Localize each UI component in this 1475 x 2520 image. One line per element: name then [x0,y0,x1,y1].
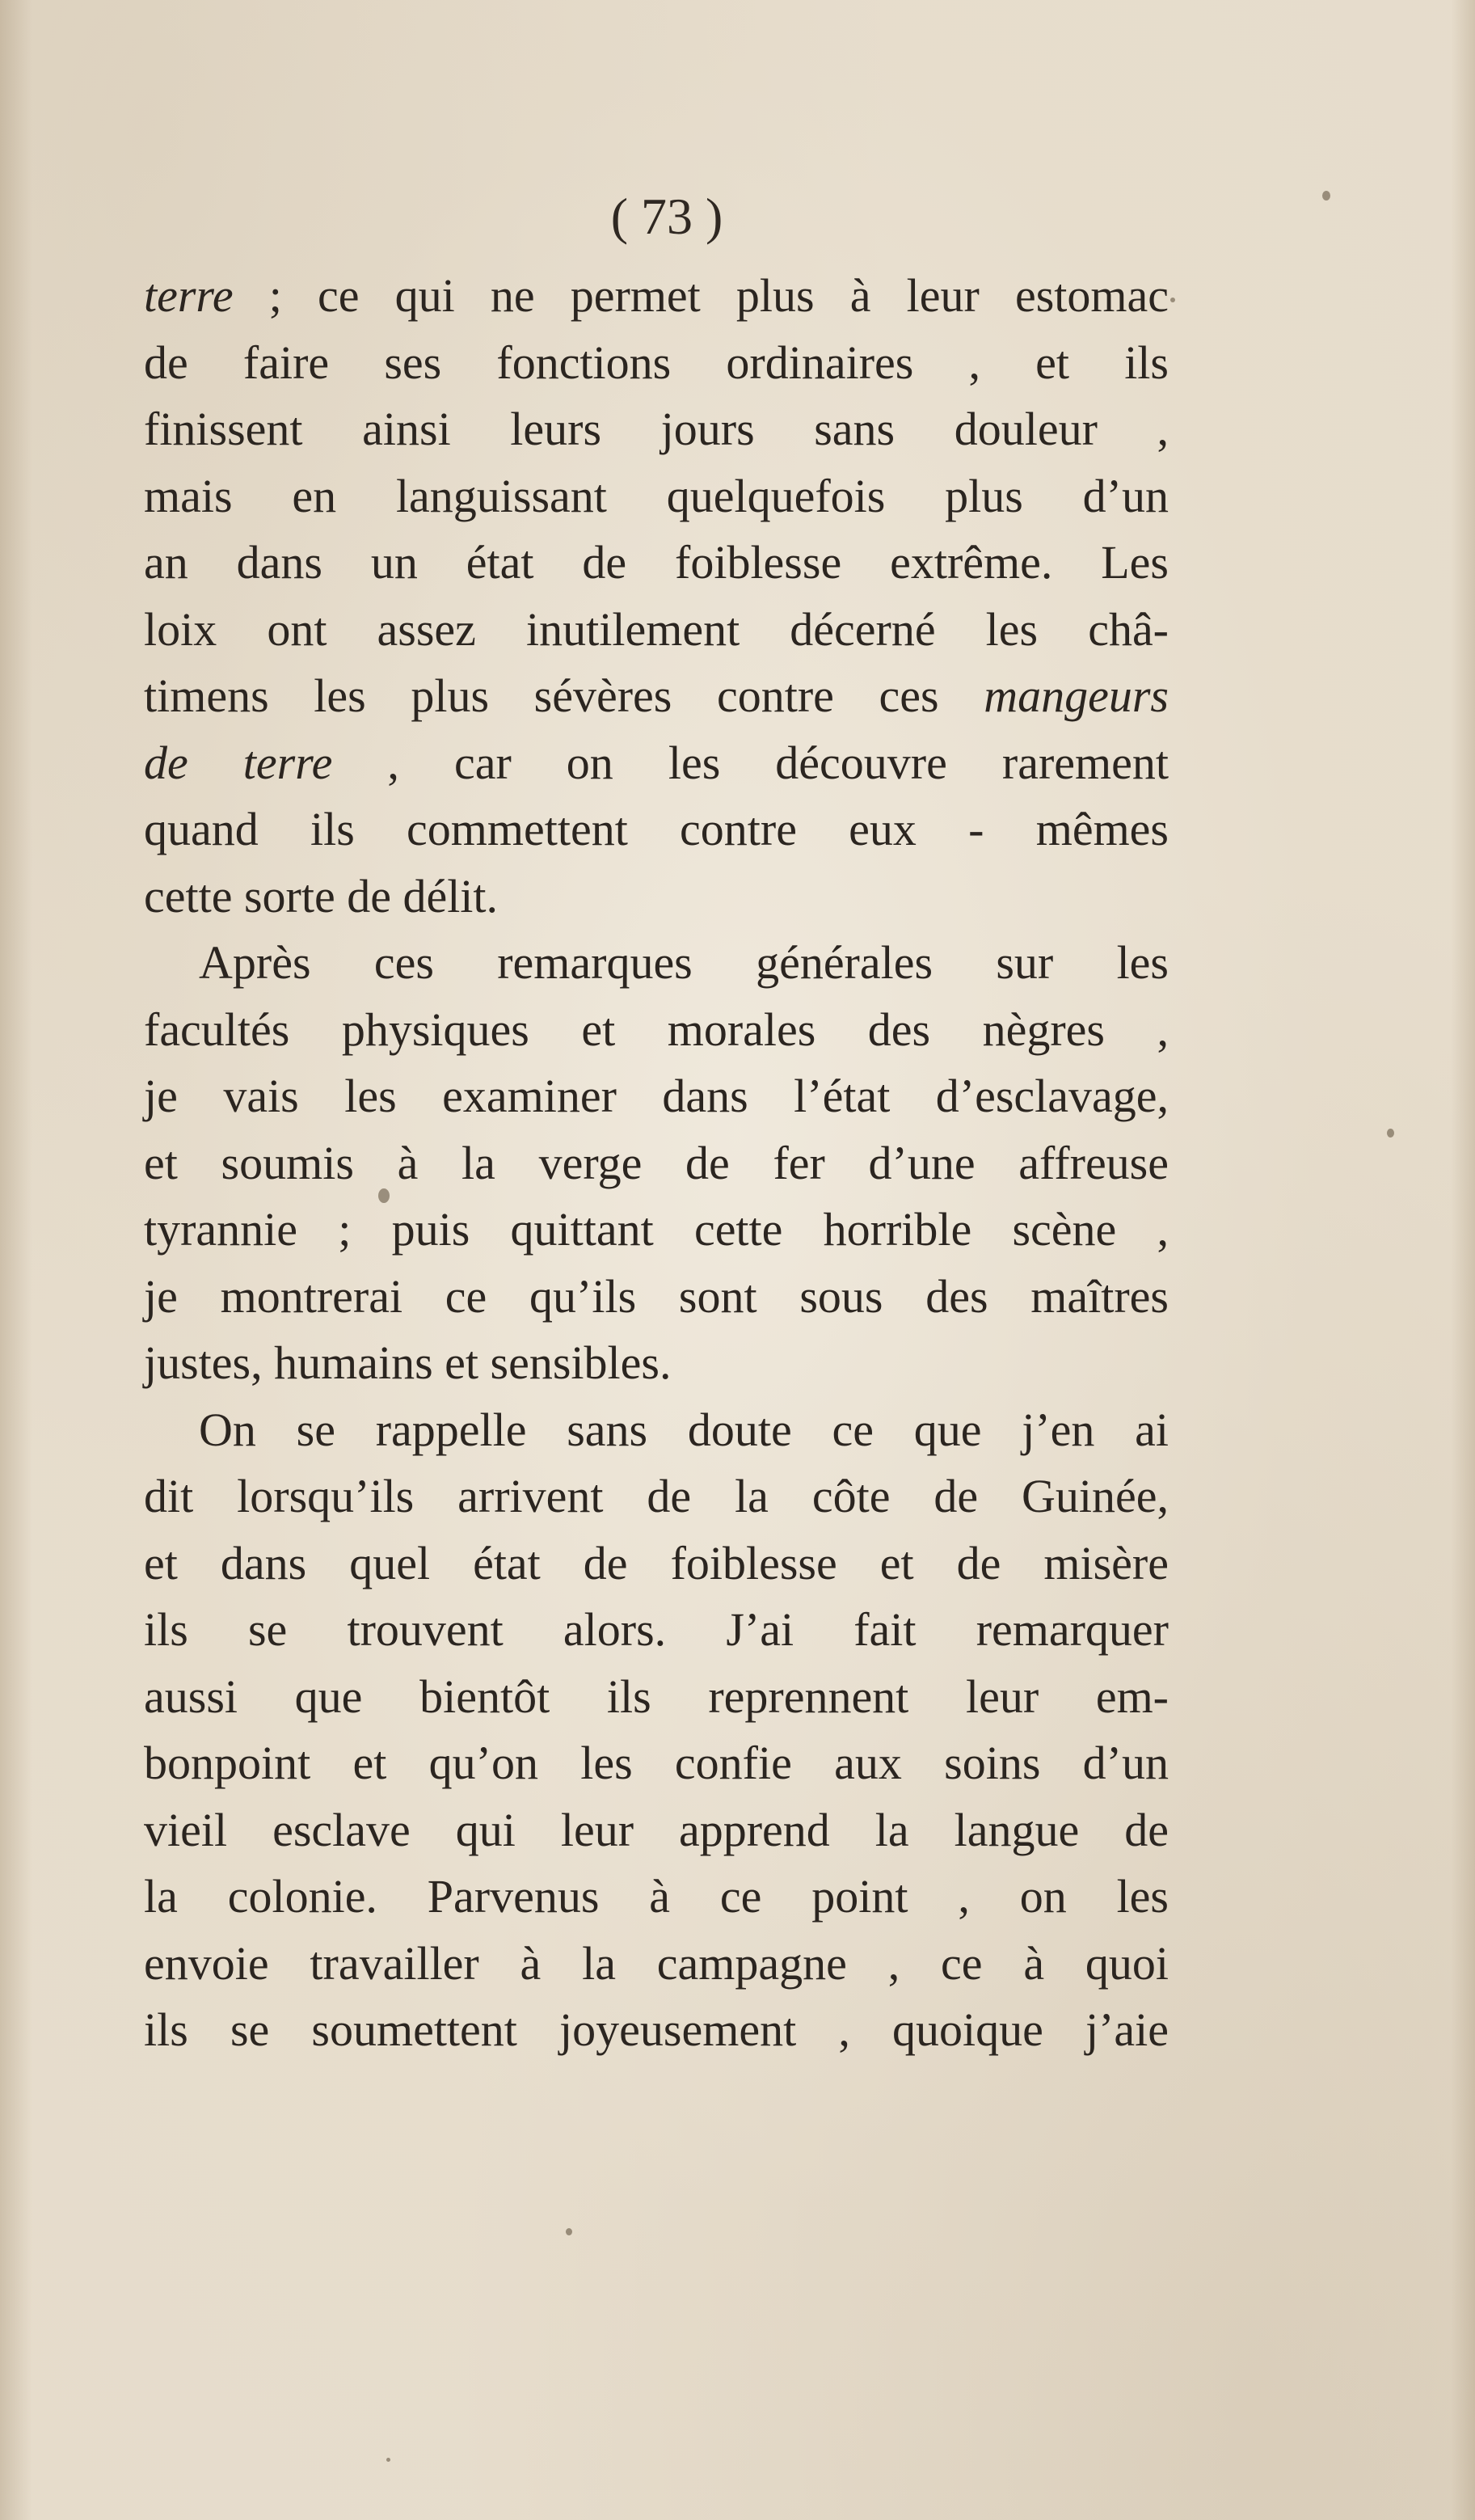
text-line: an dans un état de foiblesse extrême. Les [144,536,1169,589]
paper-speck [1322,191,1330,201]
text-line: bonpoint et qu’on les confie aux soins d’un [144,1737,1169,1789]
text-line: ils se soumettent joyeusement , quoique j’aie [144,2003,1169,2056]
paper-speck [378,1188,390,1203]
text-line: timens les plus sévères contre ces mangeurs [144,669,1169,722]
text-line: loix ont assez inutilement décerné les châ- [144,602,1169,656]
text-line: vieil esclave qui leur apprend la langue de [144,1803,1169,1856]
text-line: facultés physiques et morales des nègres , [144,1003,1169,1056]
text-line: finissent ainsi leurs jours sans douleur , [144,403,1169,455]
text-line: mais en languissant quelquefois plus d’un [144,469,1169,522]
text-line: et soumis à la verge de fer d’une affreuse [144,1136,1169,1189]
text-line: justes, humains et sensibles. [144,1336,672,1389]
paper-speck [386,2458,390,2462]
text-line: tyrannie ; puis quittant cette horrible scène , [144,1203,1169,1256]
page-edge-shadow-right [1451,0,1475,2520]
paper-speck [566,2228,572,2235]
text-line: la colonie. Parvenus à ce point , on les [144,1870,1169,1923]
text-line: ils se trouvent alors. J’ai fait remarquer [144,1603,1169,1656]
text-line: aussi que bientôt ils reprennent leur em- [144,1669,1169,1723]
text-line: cette sorte de délit. [144,869,499,922]
paper-speck [1387,1129,1394,1138]
paragraph-start-line: Après ces remarques générales sur les [199,936,1169,989]
text-line: terre ; ce qui ne permet plus à leur estomac [144,269,1169,322]
paragraph-start-line: On se rappelle sans doute ce que j’en ai [199,1403,1169,1456]
text-line: et dans quel état de foiblesse et de misère [144,1536,1169,1589]
page-edge-shadow-left [0,0,32,2520]
text-line: envoie travailler à la campagne , ce à quoi [144,1936,1169,1990]
paper-speck [1170,298,1175,302]
text-line: de terre , car on les découvre rarement [144,736,1169,789]
text-line: je vais les examiner dans l’état d’esclavage, [144,1070,1169,1122]
page-number: ( 73 ) [610,188,723,245]
text-line: je montrerai ce qu’ils sont sous des maîtres [144,1269,1169,1323]
text-line: quand ils commettent contre eux - mêmes [144,803,1169,855]
body-text [144,263,1169,2064]
text-line: de faire ses fonctions ordinaires , et ils [144,336,1169,389]
text-line: dit lorsqu’ils arrivent de la côte de Guinée, [144,1470,1169,1522]
